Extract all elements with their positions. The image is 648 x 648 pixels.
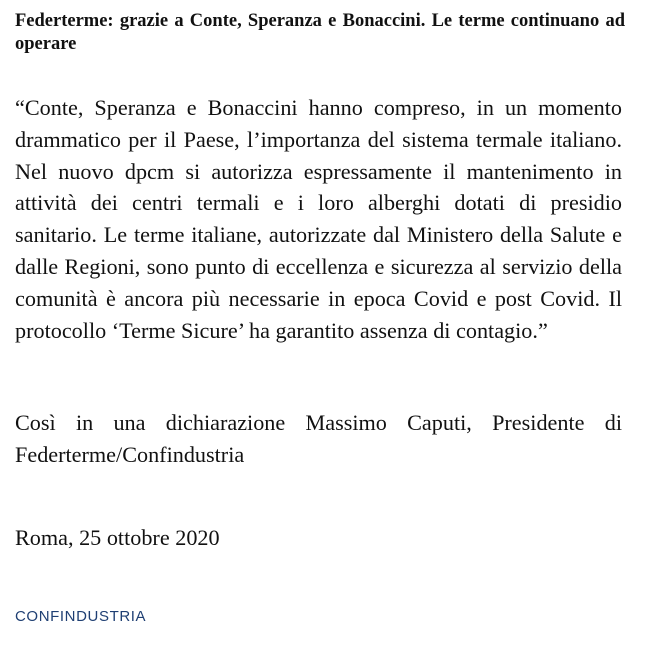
confindustria-logo: CONFINDUSTRIA	[15, 608, 147, 625]
attribution-paragraph: Così in una dichiarazione Massimo Caputi, Presidente di Federterme/Confindustria	[15, 410, 622, 467]
quote-paragraph: “Conte, Speranza e Bonaccini hanno compreso, in un momento drammatico per il Paese, l’importanza del sistema termale italiano. Nel nuovo dpcm si autorizza espressamente il mantenimento in attività dei centri termali e i loro alberghi dotati di presidio sanitario. Le terme italiane, autorizzate dal Ministero della Salute e dalle Regioni, sono punto di eccellenza e sicurezza al servizio della comunità è ancora più necessarie in epoca Covid e post Covid. Il protocollo ‘Terme Sicure’ ha garantito assenza di contagio.”	[15, 95, 622, 343]
headline: Federterme: grazie a Conte, Speranza e Bonaccini. Le terme continuano ad operare	[15, 11, 625, 54]
dateline: Roma, 25 ottobre 2020	[15, 525, 220, 550]
